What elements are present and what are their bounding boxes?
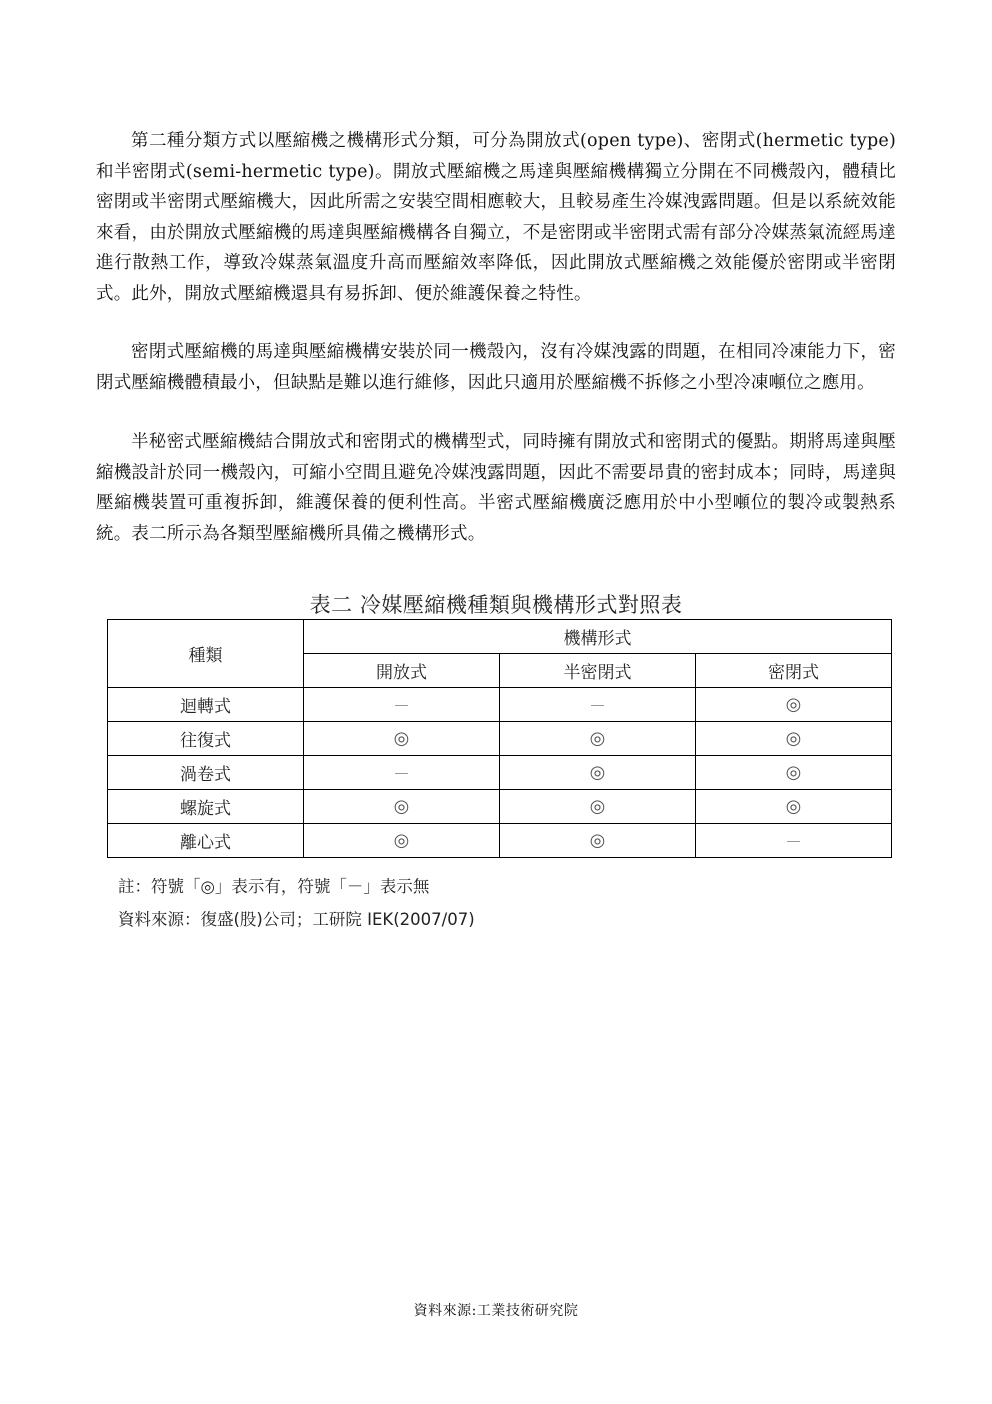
mark-cell: ◎ bbox=[500, 790, 696, 824]
compressor-comparison-table bbox=[107, 619, 892, 858]
column-header: 半密閉式 bbox=[500, 654, 696, 688]
mark-cell: ◎ bbox=[696, 790, 892, 824]
mark-cell: ◎ bbox=[696, 688, 892, 722]
table-row bbox=[108, 722, 892, 756]
row-type-label: 離心式 bbox=[108, 824, 304, 858]
table-row bbox=[108, 688, 892, 722]
row-type-label: 螺旋式 bbox=[108, 790, 304, 824]
table-source: 資料來源：復盛(股)公司；工研院 IEK(2007/07) bbox=[118, 910, 475, 929]
group-header-mechanism: 機構形式 bbox=[304, 620, 892, 654]
table-row bbox=[108, 756, 892, 790]
row-header-type: 種類 bbox=[108, 620, 304, 688]
table-note: 註：符號「◎」表示有，符號「－」表示無 bbox=[118, 877, 430, 896]
column-header: 密閉式 bbox=[696, 654, 892, 688]
mark-cell: ◎ bbox=[696, 756, 892, 790]
row-type-label: 迴轉式 bbox=[108, 688, 304, 722]
mark-cell: ◎ bbox=[304, 790, 500, 824]
row-type-label: 往復式 bbox=[108, 722, 304, 756]
table-header-row bbox=[108, 620, 892, 654]
page-footer-source: 資料來源:工業技術研究院 bbox=[413, 1303, 579, 1319]
mark-cell: ◎ bbox=[500, 824, 696, 858]
mark-cell: ◎ bbox=[500, 756, 696, 790]
body-paragraph: 第二種分類方式以壓縮機之機構形式分類，可分為開放式(open type)、密閉式(hermetic type)和半密閉式(semi-hermetic type)。開放式壓縮機之馬達與壓縮機構獨立分開在不同機殼內，體積比密閉或半密閉式壓縮機大，因此所需之安裝空間相應較大，且較易產生冷媒洩露問題。但是以系統效能來看，由於開放式壓縮機的馬達與壓縮機構各自獨立，不是密閉或半密閉式需有部分冷媒蒸氣流經馬達進行散熱工作，導致冷媒蒸氣溫度升高而壓縮效率降低，因此開放式壓縮機之效能優於密閉或半密閉式。此外，開放式壓縮機還具有易拆卸、便於維護保養之特性。 bbox=[96, 131, 896, 304]
column-header: 開放式 bbox=[304, 654, 500, 688]
mark-cell: ◎ bbox=[304, 722, 500, 756]
mark-cell: － bbox=[304, 688, 500, 722]
body-paragraph: 密閉式壓縮機的馬達與壓縮機構安裝於同一機殼內，沒有冷媒洩露的問題，在相同冷凍能力下，密閉式壓縮機體積最小，但缺點是難以進行維修，因此只適用於壓縮機不拆修之小型冷凍噸位之應用。 bbox=[96, 342, 896, 393]
row-type-label: 渦卷式 bbox=[108, 756, 304, 790]
body-paragraph: 半秘密式壓縮機結合開放式和密閉式的機構型式，同時擁有開放式和密閉式的優點。期將馬達與壓縮機設計於同一機殼內，可縮小空間且避免冷媒洩露問題，因此不需要昂貴的密封成本；同時，馬達與壓縮機裝置可重複拆卸，維護保養的便利性高。半密式壓縮機廣泛應用於中小型噸位的製冷或製熱系統。表二所示為各類型壓縮機所具備之機構形式。 bbox=[96, 432, 896, 544]
mark-cell: ◎ bbox=[696, 722, 892, 756]
mark-cell: － bbox=[696, 824, 892, 858]
mark-cell: ◎ bbox=[500, 722, 696, 756]
table-row bbox=[108, 790, 892, 824]
mark-cell: ◎ bbox=[304, 824, 500, 858]
table-caption: 表二 冷媒壓縮機種類與機構形式對照表 bbox=[309, 593, 683, 617]
table-row bbox=[108, 824, 892, 858]
mark-cell: － bbox=[500, 688, 696, 722]
mark-cell: － bbox=[304, 756, 500, 790]
